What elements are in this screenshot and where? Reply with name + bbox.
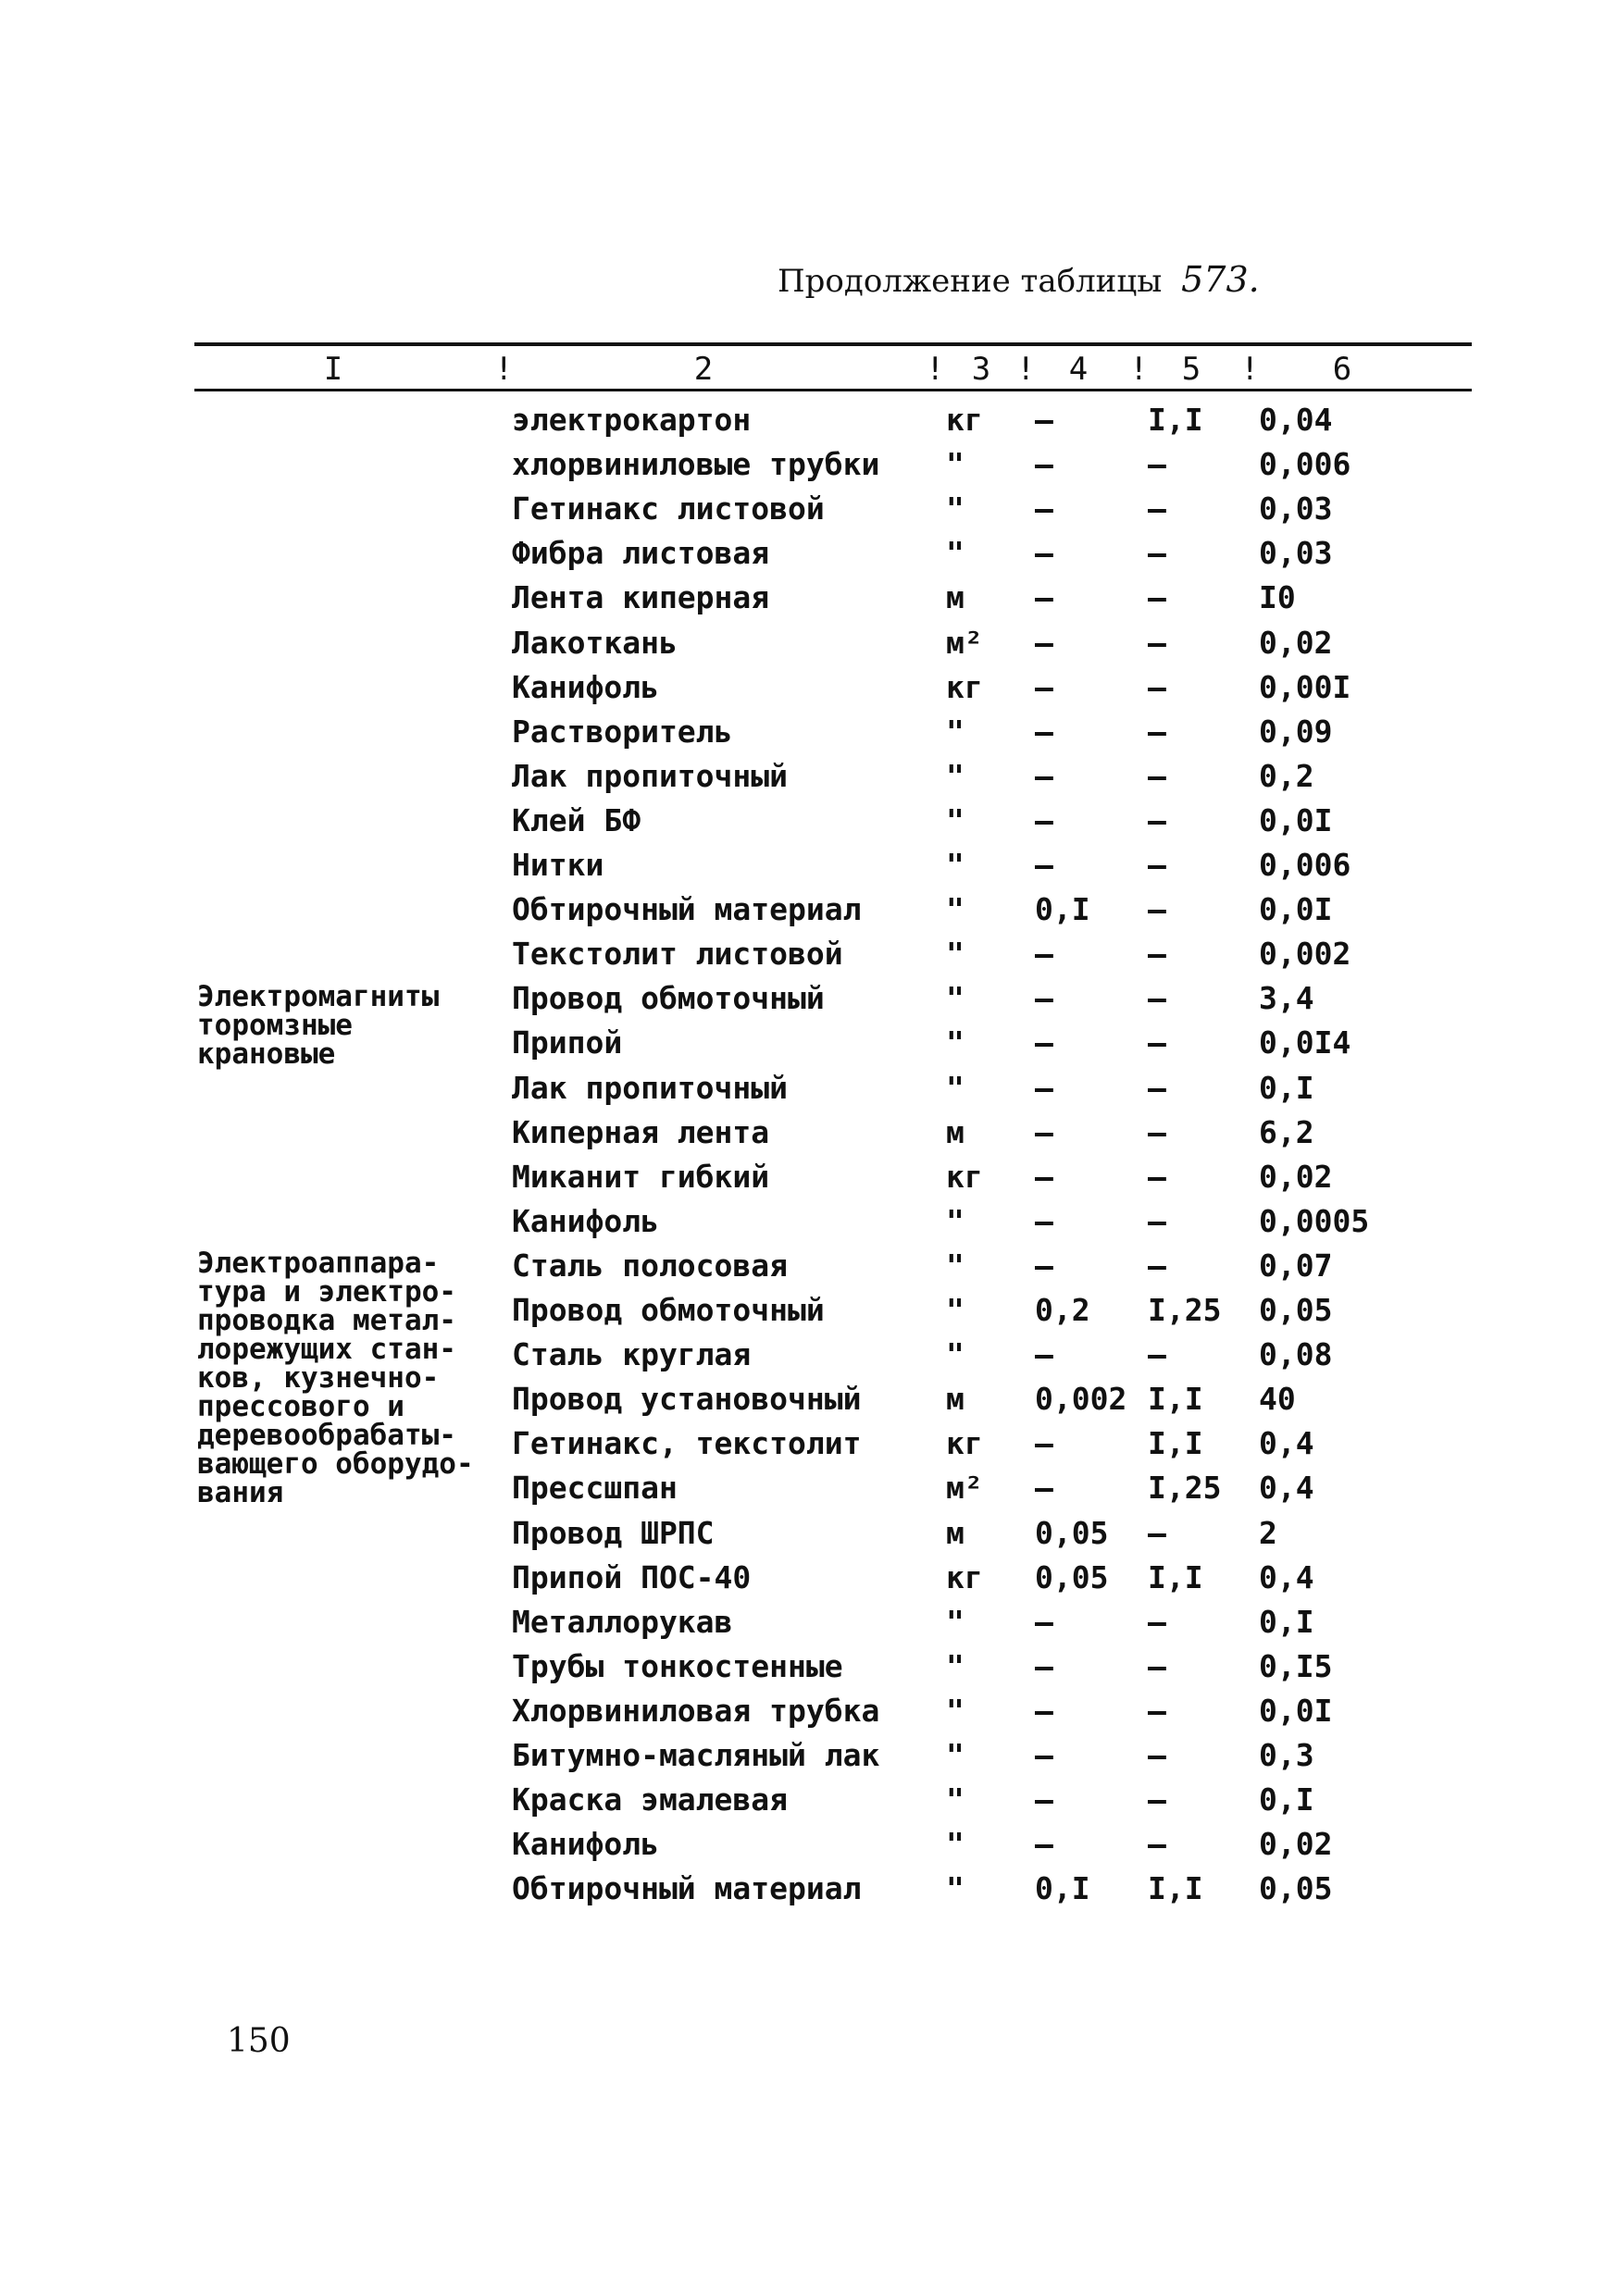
unit-cell: м²	[946, 624, 983, 661]
material-cell: Металлорукав	[512, 1603, 733, 1640]
material-cell: Клей БФ	[512, 801, 641, 838]
table-top-rule	[194, 342, 1472, 346]
column-5-cell: –	[1148, 801, 1166, 838]
unit-cell: "	[946, 1247, 965, 1284]
table-row	[0, 1111, 1618, 1155]
column-5-cell: –	[1148, 624, 1166, 661]
unit-cell: м²	[946, 1470, 983, 1507]
column-5-cell: –	[1148, 1781, 1166, 1818]
material-cell: Провод обмоточный	[512, 980, 825, 1017]
column-5-cell: I,I	[1148, 402, 1203, 438]
material-cell: Трубы тонкостенные	[512, 1647, 843, 1684]
column-6-cell: 0,0I	[1259, 801, 1333, 838]
column-5-cell: –	[1148, 1514, 1166, 1551]
unit-cell: м	[946, 1514, 965, 1551]
table-row	[0, 710, 1618, 754]
material-cell: Нитки	[512, 847, 604, 883]
unit-cell: "	[946, 1781, 965, 1818]
column-6-cell: 0,I5	[1259, 1647, 1333, 1684]
table-row	[0, 1288, 1618, 1333]
table-row	[0, 442, 1618, 487]
column-6-cell: 0,03	[1259, 490, 1333, 527]
column-5-cell: I,25	[1148, 1470, 1222, 1507]
column-4-cell: –	[1035, 1470, 1053, 1507]
column-4-cell: –	[1035, 1202, 1053, 1239]
column-4-cell: –	[1035, 1069, 1053, 1106]
column-4-cell: –	[1035, 579, 1053, 616]
column-header-1: I	[323, 351, 343, 388]
unit-cell: "	[946, 1336, 965, 1373]
column-6-cell: 0,02	[1259, 1826, 1333, 1863]
column-4-cell: –	[1035, 446, 1053, 483]
material-cell: Гетинакс листовой	[512, 490, 825, 527]
column-5-cell: –	[1148, 1737, 1166, 1773]
column-6-cell: 6,2	[1259, 1113, 1314, 1150]
unit-cell: м	[946, 579, 965, 616]
table-row	[0, 1778, 1618, 1822]
unit-cell: "	[946, 1292, 965, 1328]
column-5-cell: I,25	[1148, 1292, 1222, 1328]
table-row	[0, 1733, 1618, 1778]
column-5-cell: –	[1148, 1247, 1166, 1284]
column-6-cell: 0,4	[1259, 1558, 1314, 1595]
table-row	[0, 1421, 1618, 1466]
column-6-cell: 0,07	[1259, 1247, 1333, 1284]
column-5-cell: –	[1148, 1692, 1166, 1729]
unit-cell: "	[946, 1024, 965, 1061]
column-4-cell: –	[1035, 1336, 1053, 1373]
table-row	[0, 1155, 1618, 1199]
column-separator: !	[926, 351, 945, 388]
column-4-cell: –	[1035, 1737, 1053, 1773]
unit-cell: "	[946, 1603, 965, 1640]
column-5-cell: I,I	[1148, 1381, 1203, 1418]
unit-cell: "	[946, 713, 965, 750]
table-row	[0, 1066, 1618, 1111]
unit-cell: "	[946, 757, 965, 794]
table-row	[0, 621, 1618, 665]
material-cell: Лак пропиточный	[512, 1069, 789, 1106]
column-4-cell: –	[1035, 668, 1053, 705]
column-5-cell: –	[1148, 1202, 1166, 1239]
column-5-cell: –	[1148, 1826, 1166, 1863]
table-number: 573.	[1181, 259, 1260, 300]
unit-cell: "	[946, 847, 965, 883]
column-6-cell: 0,3	[1259, 1737, 1314, 1773]
column-4-cell: –	[1035, 1247, 1053, 1284]
material-cell: Гетинакс, текстолит	[512, 1425, 862, 1462]
column-5-cell: –	[1148, 1024, 1166, 1061]
column-5-cell: –	[1148, 980, 1166, 1017]
table-row	[0, 665, 1618, 710]
column-5-cell: –	[1148, 936, 1166, 973]
column-6-cell: 0,002	[1259, 936, 1351, 973]
column-4-cell: –	[1035, 757, 1053, 794]
column-5-cell: I,I	[1148, 1558, 1203, 1595]
column-4-cell: –	[1035, 1158, 1053, 1195]
column-4-cell: 0,I	[1035, 1870, 1090, 1907]
column-6-cell: 0,0I	[1259, 891, 1333, 928]
table-header-rule	[194, 389, 1472, 391]
column-6-cell: 3,4	[1259, 980, 1314, 1017]
column-6-cell: 0,2	[1259, 757, 1314, 794]
unit-cell: "	[946, 1826, 965, 1863]
column-6-cell: 0,08	[1259, 1336, 1333, 1373]
unit-cell: м	[946, 1113, 965, 1150]
column-4-cell: –	[1035, 936, 1053, 973]
material-cell: Припой	[512, 1024, 623, 1061]
table-row	[0, 1600, 1618, 1644]
column-5-cell: –	[1148, 757, 1166, 794]
unit-cell: "	[946, 801, 965, 838]
column-header-2: 2	[693, 351, 714, 388]
column-4-cell: –	[1035, 1113, 1053, 1150]
column-6-cell: 0,03	[1259, 535, 1333, 572]
material-cell: Обтирочный материал	[512, 891, 862, 928]
material-cell: Провод установочный	[512, 1381, 862, 1418]
column-5-cell: –	[1148, 1336, 1166, 1373]
column-4-cell: –	[1035, 624, 1053, 661]
material-cell: Растворитель	[512, 713, 733, 750]
column-5-cell: –	[1148, 579, 1166, 616]
unit-cell: "	[946, 1647, 965, 1684]
column-6-cell: 0,04	[1259, 402, 1333, 438]
column-4-cell: –	[1035, 1781, 1053, 1818]
unit-cell: кг	[946, 402, 983, 438]
column-5-cell: –	[1148, 713, 1166, 750]
column-6-cell: 0,00I	[1259, 668, 1351, 705]
table-continuation-heading	[778, 259, 1260, 300]
material-cell: Хлорвиниловая трубка	[512, 1692, 880, 1729]
material-cell: Лакоткань	[512, 624, 678, 661]
column-header-3: 3	[971, 351, 991, 388]
column-5-cell: –	[1148, 446, 1166, 483]
heading-text: Продолжение таблицы	[778, 263, 1163, 300]
material-cell: Битумно-масляный лак	[512, 1737, 880, 1773]
column-4-cell: –	[1035, 490, 1053, 527]
column-6-cell: 0,09	[1259, 713, 1333, 750]
column-4-cell: –	[1035, 1024, 1053, 1061]
column-separator: !	[1129, 351, 1149, 388]
column-6-cell: 0,I	[1259, 1603, 1314, 1640]
unit-cell: "	[946, 490, 965, 527]
material-cell: Канифоль	[512, 1826, 659, 1863]
column-6-cell: I0	[1259, 579, 1296, 616]
unit-cell: кг	[946, 1158, 983, 1195]
column-6-cell: 0,4	[1259, 1425, 1314, 1462]
column-4-cell: –	[1035, 1647, 1053, 1684]
column-6-cell: 2	[1259, 1514, 1277, 1551]
column-5-cell: –	[1148, 1113, 1166, 1150]
unit-cell: "	[946, 1069, 965, 1106]
column-6-cell: 0,006	[1259, 446, 1351, 483]
column-header-4: 4	[1068, 351, 1089, 388]
column-4-cell: 0,I	[1035, 891, 1090, 928]
unit-cell: "	[946, 891, 965, 928]
column-4-cell: 0,05	[1035, 1514, 1109, 1551]
material-cell: Сталь круглая	[512, 1336, 752, 1373]
unit-cell: кг	[946, 1425, 983, 1462]
table-row	[0, 1377, 1618, 1421]
column-4-cell: –	[1035, 402, 1053, 438]
table-row	[0, 576, 1618, 620]
table-row	[0, 1333, 1618, 1377]
material-cell: Сталь полосовая	[512, 1247, 789, 1284]
unit-cell: "	[946, 1737, 965, 1773]
table-row	[0, 398, 1618, 442]
column-6-cell: 0,0I4	[1259, 1024, 1351, 1061]
unit-cell: кг	[946, 1558, 983, 1595]
column-6-cell: 0,I	[1259, 1781, 1314, 1818]
column-5-cell: –	[1148, 1158, 1166, 1195]
material-cell: хлорвиниловые трубки	[512, 446, 880, 483]
unit-cell: "	[946, 936, 965, 973]
material-cell: Прессшпан	[512, 1470, 678, 1507]
column-6-cell: 0,0005	[1259, 1202, 1370, 1239]
column-5-cell: –	[1148, 891, 1166, 928]
table-row	[0, 487, 1618, 531]
table-row	[0, 1822, 1618, 1867]
column-separator: !	[1240, 351, 1260, 388]
column-5-cell: –	[1148, 668, 1166, 705]
table-row	[0, 754, 1618, 799]
table-row	[0, 1867, 1618, 1911]
unit-cell: "	[946, 1692, 965, 1729]
column-4-cell: –	[1035, 713, 1053, 750]
column-6-cell: 0,05	[1259, 1292, 1333, 1328]
column-4-cell: –	[1035, 847, 1053, 883]
column-4-cell: –	[1035, 1425, 1053, 1462]
column-5-cell: I,I	[1148, 1870, 1203, 1907]
column-4-cell: –	[1035, 1603, 1053, 1640]
column-6-cell: 0,0I	[1259, 1692, 1333, 1729]
column-6-cell: 0,05	[1259, 1870, 1333, 1907]
column-4-cell: –	[1035, 980, 1053, 1017]
column-5-cell: –	[1148, 535, 1166, 572]
material-cell: Краска эмалевая	[512, 1781, 789, 1818]
table-row	[0, 1644, 1618, 1689]
material-cell: Текстолит листовой	[512, 936, 843, 973]
column-4-cell: –	[1035, 1826, 1053, 1863]
material-cell: Провод обмоточный	[512, 1292, 825, 1328]
table-row	[0, 1689, 1618, 1733]
column-5-cell: –	[1148, 847, 1166, 883]
material-cell: Лак пропиточный	[512, 757, 789, 794]
table-row	[0, 1466, 1618, 1510]
column-6-cell: 0,I	[1259, 1069, 1314, 1106]
column-5-cell: I,I	[1148, 1425, 1203, 1462]
material-cell: Канифоль	[512, 668, 659, 705]
column-header-6: 6	[1332, 351, 1352, 388]
table-row	[0, 531, 1618, 576]
column-5-cell: –	[1148, 1069, 1166, 1106]
table-row	[0, 1021, 1618, 1065]
page-number: 150	[227, 2022, 291, 2060]
unit-cell: "	[946, 535, 965, 572]
column-4-cell: 0,002	[1035, 1381, 1127, 1418]
table-row	[0, 1244, 1618, 1288]
unit-cell: м	[946, 1381, 965, 1418]
table-row	[0, 799, 1618, 843]
material-cell: Канифоль	[512, 1202, 659, 1239]
material-cell: Фибра листовая	[512, 535, 770, 572]
column-5-cell: –	[1148, 1603, 1166, 1640]
unit-cell: кг	[946, 668, 983, 705]
unit-cell: "	[946, 446, 965, 483]
column-4-cell: –	[1035, 535, 1053, 572]
column-6-cell: 0,4	[1259, 1470, 1314, 1507]
unit-cell: "	[946, 1870, 965, 1907]
material-cell: Миканит гибкий	[512, 1158, 770, 1195]
group-label-machine-electrics: Электроаппара- тура и электро- проводка метал- лорежущих стан- ков, кузнечно- прессового и деревообрабаты- вающего оборудо- вания	[197, 1247, 474, 1509]
column-6-cell: 0,02	[1259, 1158, 1333, 1195]
column-4-cell: 0,2	[1035, 1292, 1090, 1328]
column-6-cell: 0,02	[1259, 624, 1333, 661]
table-row	[0, 1556, 1618, 1600]
material-cell: Обтирочный материал	[512, 1870, 862, 1907]
table-row	[0, 1511, 1618, 1556]
column-header-5: 5	[1181, 351, 1201, 388]
column-separator: !	[494, 351, 514, 388]
unit-cell: "	[946, 1202, 965, 1239]
material-cell: Провод ШРПС	[512, 1514, 715, 1551]
material-cell: электрокартон	[512, 402, 752, 438]
column-4-cell: –	[1035, 801, 1053, 838]
column-separator: !	[1016, 351, 1036, 388]
table-row	[0, 932, 1618, 976]
material-cell: Припой ПОС-40	[512, 1558, 752, 1595]
unit-cell: "	[946, 980, 965, 1017]
table-row	[0, 887, 1618, 932]
table-row	[0, 976, 1618, 1021]
group-label-brake-magnets: Электромагниты торомзные крановые	[197, 980, 440, 1071]
material-cell: Лента киперная	[512, 579, 770, 616]
column-5-cell: –	[1148, 490, 1166, 527]
column-4-cell: –	[1035, 1692, 1053, 1729]
column-6-cell: 0,006	[1259, 847, 1351, 883]
material-cell: Киперная лента	[512, 1113, 770, 1150]
column-6-cell: 40	[1259, 1381, 1296, 1418]
table-row	[0, 1199, 1618, 1244]
table-row	[0, 843, 1618, 887]
column-4-cell: 0,05	[1035, 1558, 1109, 1595]
column-5-cell: –	[1148, 1647, 1166, 1684]
